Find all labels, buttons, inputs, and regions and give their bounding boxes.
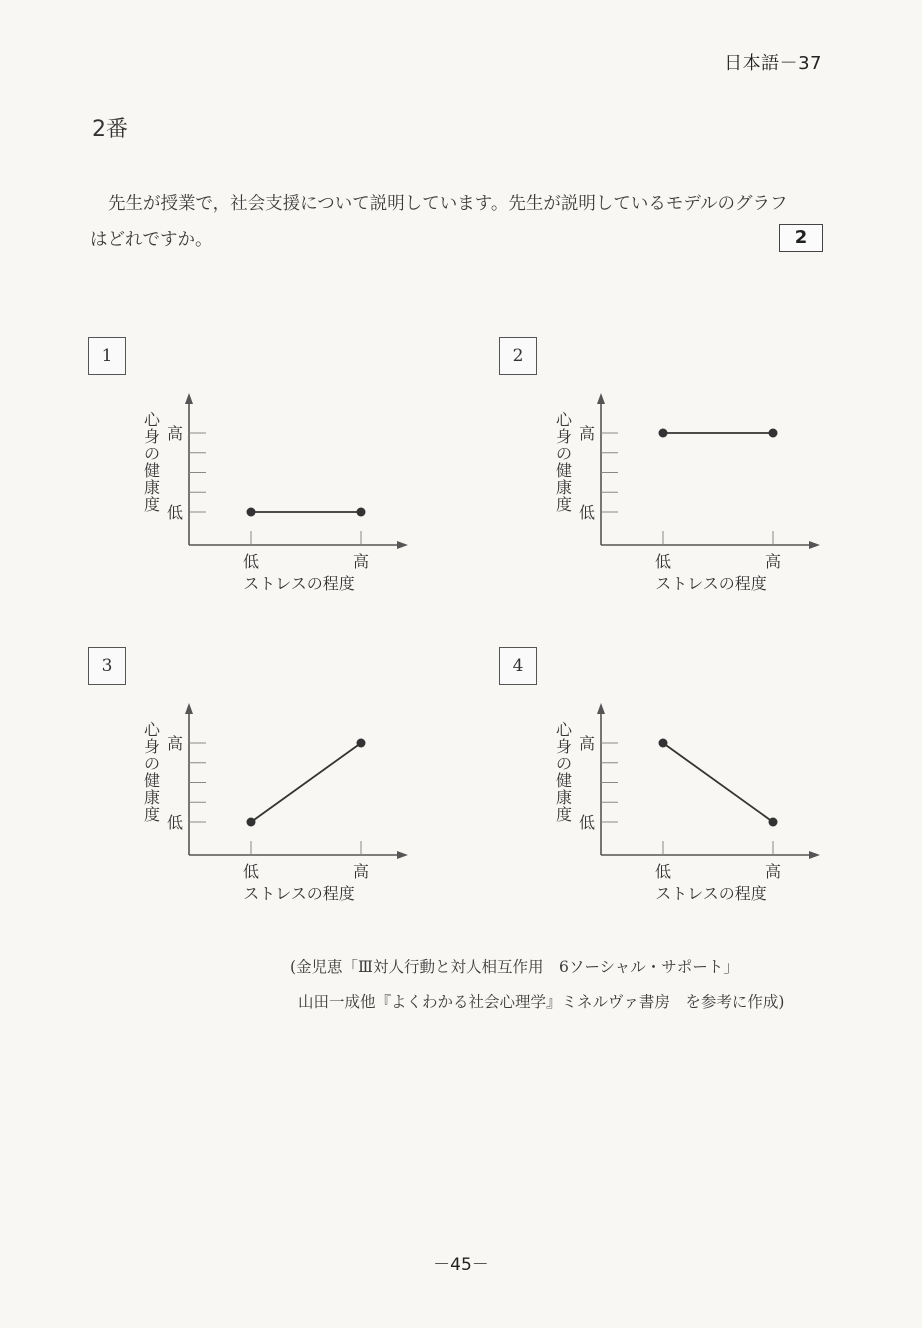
x-tick-label-low: 低 — [242, 862, 260, 881]
y-axis-label-char: 身 — [143, 737, 161, 756]
x-axis-arrow — [809, 541, 820, 549]
y-axis-label-char: 康 — [143, 788, 161, 807]
x-tick-label-high: 高 — [764, 862, 782, 881]
y-axis-label-char: 心 — [555, 410, 573, 429]
option-box-1[interactable]: 1 — [88, 337, 126, 375]
data-point-low-stress — [659, 429, 668, 438]
option-box-3[interactable]: 3 — [88, 647, 126, 685]
data-point-low-stress — [247, 508, 256, 517]
y-tick-label-high: 高 — [578, 424, 596, 443]
y-axis-label-char: 健 — [143, 771, 161, 790]
y-axis-label-char: 康 — [555, 788, 573, 807]
x-tick-label-high: 高 — [352, 552, 370, 571]
y-axis-arrow — [185, 393, 193, 404]
y-tick-label-high: 高 — [166, 424, 184, 443]
question-text-line-2: はどれですか。 — [90, 230, 213, 250]
data-point-low-stress — [247, 818, 256, 827]
data-point-high-stress — [769, 818, 778, 827]
source-citation-line-2: 山田一成他『よくわかる社会心理学』ミネルヴァ書房 を参考に作成) — [298, 993, 785, 1011]
source-citation-line-1: (金児恵「Ⅲ対人行動と対人相互作用 6ソーシャル・サポート」 — [290, 958, 739, 976]
y-axis-label-char: 健 — [555, 461, 573, 480]
x-tick-label-high: 高 — [764, 552, 782, 571]
chart-panel-3 — [144, 703, 408, 903]
y-axis-label-char: 身 — [555, 737, 573, 756]
y-tick-label-low: 低 — [166, 503, 184, 522]
y-axis-arrow — [597, 703, 605, 714]
y-axis-label-char: 康 — [555, 478, 573, 497]
x-axis-arrow — [397, 541, 408, 549]
chart-panel-2 — [556, 393, 820, 593]
y-axis-label-char: 度 — [143, 805, 161, 824]
x-tick-label-low: 低 — [654, 552, 672, 571]
y-axis-arrow — [597, 393, 605, 404]
data-point-high-stress — [357, 508, 366, 517]
x-axis-label: ストレスの程度 — [243, 884, 355, 903]
y-tick-label-low: 低 — [578, 503, 596, 522]
x-axis-arrow — [809, 851, 820, 859]
y-axis-label-char: の — [555, 754, 573, 773]
y-tick-label-high: 高 — [578, 734, 596, 753]
y-axis-label-char: の — [555, 444, 573, 463]
data-point-high-stress — [769, 429, 778, 438]
x-axis-label: ストレスの程度 — [655, 574, 767, 593]
y-axis-label-char: の — [143, 754, 161, 773]
y-axis-label-char: 心 — [143, 720, 161, 739]
x-tick-label-low: 低 — [654, 862, 672, 881]
series-line — [251, 743, 361, 822]
chart-panel-1 — [144, 393, 408, 593]
y-axis-label-char: 度 — [555, 495, 573, 514]
y-tick-label-high: 高 — [166, 734, 184, 753]
data-point-high-stress — [357, 739, 366, 748]
y-axis-label-char: 康 — [143, 478, 161, 497]
y-axis-label-char: 心 — [143, 410, 161, 429]
y-axis-label-char: 度 — [555, 805, 573, 824]
x-tick-label-low: 低 — [242, 552, 260, 571]
y-axis-label-char: 健 — [555, 771, 573, 790]
y-tick-label-low: 低 — [166, 813, 184, 832]
x-axis-arrow — [397, 851, 408, 859]
x-axis-label: ストレスの程度 — [243, 574, 355, 593]
question-number: 2番 — [92, 117, 128, 142]
data-point-low-stress — [659, 739, 668, 748]
subject-page-header: 日本語－37 — [724, 53, 822, 74]
y-axis-label-char: 度 — [143, 495, 161, 514]
page-number: －45－ — [433, 1255, 489, 1275]
y-axis-label-char: 身 — [555, 427, 573, 446]
answer-number-box: 2 — [779, 224, 823, 252]
series-line — [663, 743, 773, 822]
question-text-line-1: 先生が授業で，社会支援について説明しています。先生が説明しているモデルのグラフ — [108, 194, 788, 214]
y-tick-label-low: 低 — [578, 813, 596, 832]
option-box-4[interactable]: 4 — [499, 647, 537, 685]
y-axis-label-char: 心 — [555, 720, 573, 739]
option-box-2[interactable]: 2 — [499, 337, 537, 375]
y-axis-arrow — [185, 703, 193, 714]
y-axis-label-char: 身 — [143, 427, 161, 446]
chart-panel-4 — [556, 703, 820, 903]
x-tick-label-high: 高 — [352, 862, 370, 881]
y-axis-label-char: の — [143, 444, 161, 463]
x-axis-label: ストレスの程度 — [655, 884, 767, 903]
y-axis-label-char: 健 — [143, 461, 161, 480]
